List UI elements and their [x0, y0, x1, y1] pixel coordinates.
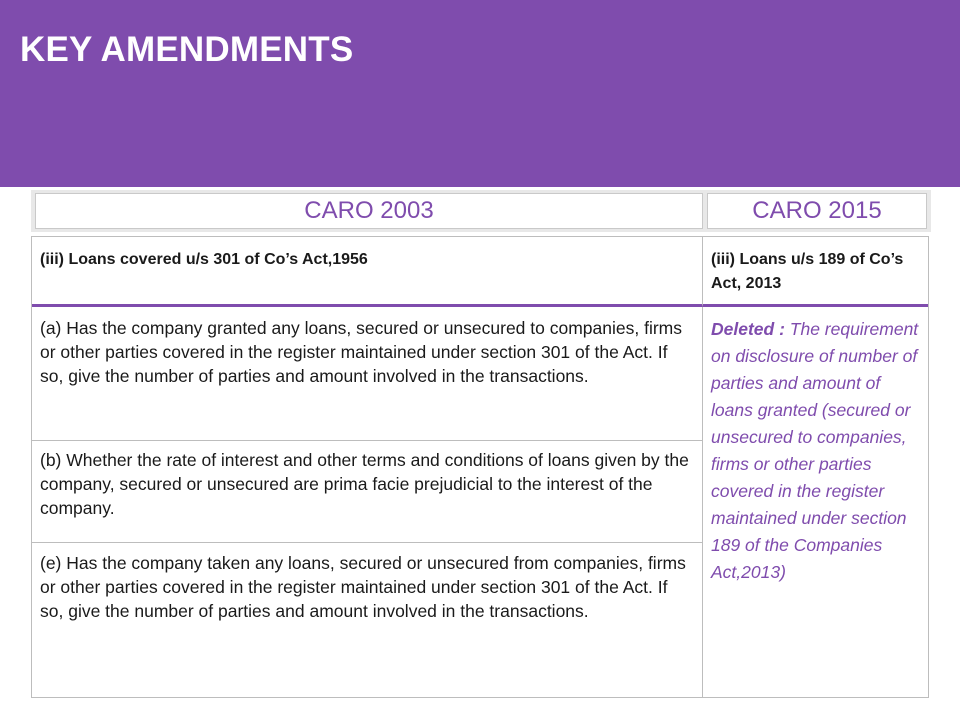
deleted-text: The requirement on disclosure of number of parties and amount of loans granted (secured or unsecured to companies, firms or other parties covered in the register maintained under section 189 of the Companies Act,2013): [711, 319, 919, 582]
column-header-row: [31, 190, 931, 232]
column-header-caro-2015: CARO 2015: [707, 193, 927, 229]
row-clause-b: (b) Whether the rate of interest and other terms and conditions of loans given by the company, secured or unsecured are prima facie prejudicial to the interest of the company.: [32, 441, 702, 543]
column-header-caro-2003: CARO 2003: [35, 193, 703, 229]
row-clause-a: (a) Has the company granted any loans, secured or unsecured to companies, firms or other parties covered in the register maintained under section 301 of the Act. If so, give the number of parties and amount involved in the transactions.: [32, 307, 702, 441]
subheader-caro-2015: (iii) Loans u/s 189 of Co’s Act, 2013: [702, 237, 928, 307]
deleted-note: [702, 307, 928, 697]
page-title: KEY AMENDMENTS: [20, 30, 354, 69]
deleted-label: Deleted :: [711, 319, 785, 339]
subheader-caro-2003: (iii) Loans covered u/s 301 of Co’s Act,1956: [32, 237, 702, 307]
comparison-table: [31, 236, 929, 698]
row-clause-e: (e) Has the company taken any loans, secured or unsecured from companies, firms or other parties covered in the register maintained under section 301 of the Act. If so, give the number of parties and amount involved in the transactions.: [40, 553, 686, 621]
title-banner: [0, 0, 960, 187]
